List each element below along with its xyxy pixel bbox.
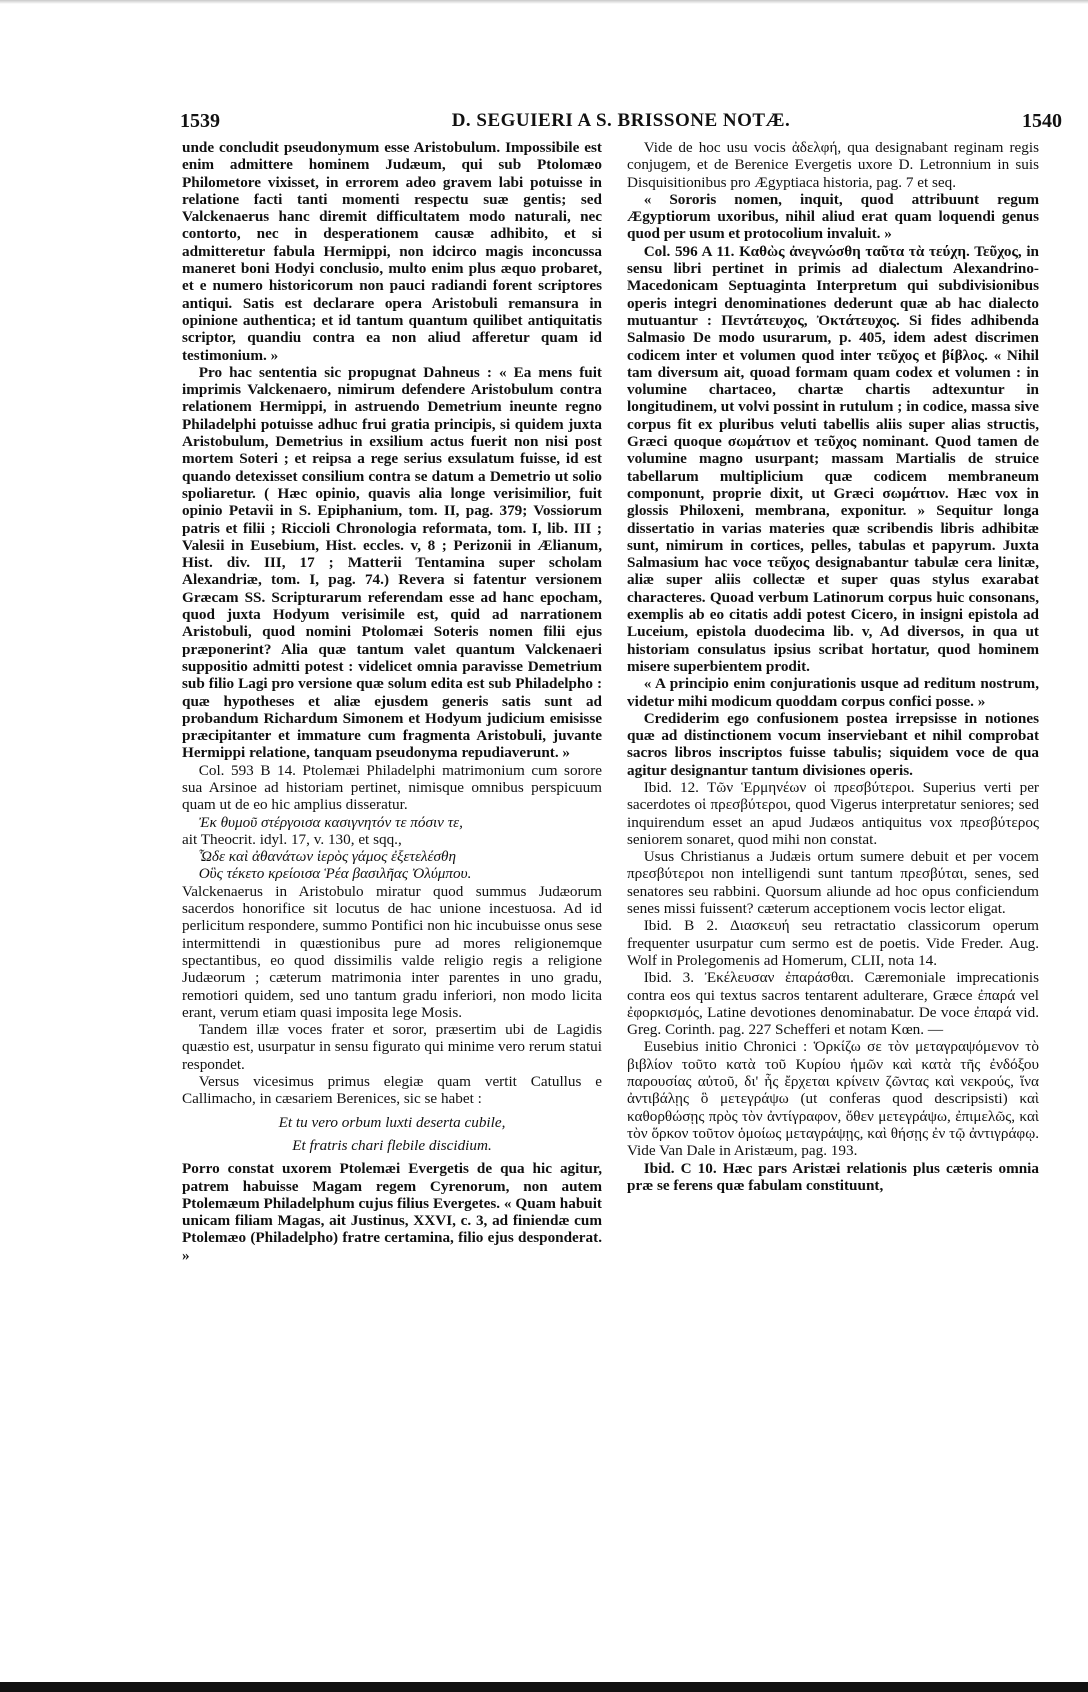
paragraph: Ὧδε καὶ ἀθανάτων ἱερὸς γάμος ἐξετελέσθη (198, 848, 456, 866)
paragraph: Col. 596 A 11. Καθὼς ἀνεγνώσθη ταῦτα τὰ τεύχη. Τεῦχος, in sensu libri pertinet in primis ad dialectum Alexandrino-Macedonicam Septuaginta Interpretum qui subdivisionibus operis integri denominationes dederunt quæ ab hac dialecto mutuantur : Πεντάτευχος, Ὀκτάτευχος. Si fides adhibenda Salmasio De modo usurarum, p. 405, idem adest discrimen codicem inter et volumen quod inter τεῦχος et βίβλος. « Nihil tam diversum ait, quoad formam quam codex et volumen : in volumine chartaceo, chartæ chartis adtexuntur in longitudinem, ut volvi possint in rutulum ; in codice, massa sive corpus fit ex pluribus veluti tabellis aliis super alias structis, Græci quoque σωμάτιον et τεῦχος nominant. Quod tamen de volumine magno usurpant; massam Martialis de struice tabellarum multiplicium quæ codicem membraneum componunt, proprie dixit, ut Græci σωμάτιον. Hæc vox in glossis Philoxeni, membrana, exponitur. » Sequitur longa dissertatio in varias materies quæ scribendis libris adhibitæ sunt, nimirum in cortices, pelles, tabulas et papyrum. Juxta Salmasium hac voce τεῦχος designabantur tabulæ cera linitæ, aliæ super aliis collectæ et super quas stylus exarabat characteres. Quoad verbum Latinorum corpus huic consonans, exemplis ab eo citatis addi potest Cicero, in insigni epistola ad Luceium, epistola duodecima lib. v, Ad diversos, in qua ut historiam consulatus ipsius scribat hortatur, quod hominem misere superbientem prodit. (627, 242, 1039, 675)
paragraph: Porro constat uxorem Ptolemæi Evergetis de qua hic agitur, patrem habuisse Magam regem Cyrenorum, non autem Ptolemæum Philadelphum cujus filius Evergetes. « Quam habuit unicam filiam Magas, ait Justinus, XXVI, c. 3, ad finiendæ cum Ptolemæo (Philadelpho) fratre certamina, filio ejus desponderat. » (182, 1160, 602, 1264)
paragraph: Versus vicesimus primus elegiæ quam vertit Catullus e Callimacho, in cæsariem Berenices, sic se habet : (182, 1073, 602, 1108)
paragraph: Tandem illæ voces frater et soror, præsertim ubi de Lagidis quæstio est, usurpatur in sensu figurato qui minime vero rerum statui respondet. (182, 1021, 602, 1073)
paragraph: Οὓς τέκετο κρείοισα Ῥέα βασιλῆας Ὀλύμπου. (198, 865, 472, 883)
paragraph: Et fratris chari flebile discidium. (292, 1136, 492, 1154)
running-title: D. SEGUIERI A S. BRISSONE NOTÆ. (451, 110, 791, 131)
paragraph: « A principio enim conjurationis usque ad reditum nostrum, videtur mihi modicum quoddam corpus confici posse. » (627, 675, 1039, 710)
paragraph: unde concludit pseudonymum esse Aristobulum. Impossibile est enim admittere hominem Judæum, qui sub Ptolomæo Philometore vixisset, in errorem adeo gravem labi potuisse in relatione facti tanti momenti respectu suæ gentis; sed Valckenaerus hanc diremit difficultatem modo naturali, nec contorto, nec in desperationem causæ adhibito, et si admitteretur fabula Hermippi, non idcirco magis inconcussa maneret boni Hodyi conclusio, multo enim plus æquo probaret, et e numero historicorum non pauci radiandi forent scriptores antiqui. Satis est declarare opera Aristobuli remansura in opinione authentica; et id tantum quantum quilibet antiquitatis scriptor, quandiu contra ea non aliud afferetur quam id testimonium. » (182, 139, 602, 364)
paragraph: Crediderim ego confusionem postea irrepsisse in notiones quæ ad distinctionem vocum inserviebant et nihil comprobat sacros libros inscriptos fuisse tabulis; siquidem voce de qua agitur designantur tantum divisiones operis. (627, 709, 1039, 779)
left-column (182, 139, 602, 1264)
page-number-right: 1540 (1022, 110, 1062, 132)
paragraph: Usus Christianus a Judæis ortum sumere debuit et per vocem πρεσβύτεροι non intelligendi sunt tantum πρεσβύται, senes, sed senatores seu rabbini. Quorsum aliunde ad hoc opus conficiendum senes missi fuissent? cæterum acceptionem vocis lector eligat. (627, 848, 1039, 918)
paragraph: Ibid. 3. Ἐκέλευσαν ἐπαράσθαι. Cæremoniale imprecationis contra eos qui textus sacros tentarent adulterare, Græce ἐπαρά vel ἐφορκισμός, Latine devotiones denominabatur. De voce ἐπαρά vid. Greg. Corinth. pag. 227 Schefferi et notam Kœn. — (627, 969, 1039, 1039)
right-column (627, 139, 1039, 1194)
paragraph: « Sororis nomen, inquit, quod attribuunt regum Ægyptiorum uxoribus, nihil aliud erat quam loquendi genus quod per usum et protocolium invaluit. » (627, 190, 1039, 243)
scan-top-edge (0, 0, 1088, 4)
paragraph: Pro hac sententia sic propugnat Dahneus : « Ea mens fuit imprimis Valckenaero, nimirum defendere Aristobulum contra relationem Hermippi, in astruendo Demetrium ineunte regno Philadelphi potuisse adhuc frui gratia principis, si quidem juxta Aristobulum, Demetrius in exsilium actus fuerit non nisi post mortem Soteri ; et reipsa a rege serius exsulatum fuisse, id est quando detexisset consilium contra se datum a Demetrio ut solio spoliaretur. ( Hæc opinio, quavis alia longe verisimilior, fuit opinio Petavii in S. Epiphanium, tom. II, pag. 379; Vossiorum patris et filii ; Riccioli Chronologia reformata, tom. I, lib. III ; Valesii in Eusebium, Hist. eccles. v, 8 ; Perizonii in Ælianum, Hist. div. III, 17 ; Matterii Tentamina super scholam Alexandriæ, tom. I, pag. 74.) Revera si fatentur versionem Græcam SS. Scripturarum referendam esse ad hanc epocham, quod juxta Hodyum verisimile est, quid ad narrationem Aristobuli, quod nomini Ptolomæi Soteris nomen filii ejus præponerint? Alia quæ tantum valet quantum Valckenaeri suppositio admitti potest : videlicet omnia paravisse Demetrium sub filio Lagi pro versione quæ solum edita est sub Philadelpho : quæ hypotheses et aliæ ejusdem generis satis sunt ad probandum Richardum Simonem et Hodyum judicium emisisse præcipitanter et immature cum fragmenta Aristobuli, juvante Hermippi relatione, tanquam pseudonyma repudiaverunt. » (182, 363, 602, 762)
paragraph: Et tu vero orbum luxti deserta cubile, (278, 1113, 506, 1131)
paragraph: Eusebius initio Chronici : Ὁρκίζω σε τὸν μεταγραψόμενον τὸ βιβλίον τοῦτο κατὰ τοῦ Κυρίου ἡμῶν καὶ κατὰ τῆς ἐνδόξου παρουσίας αὐτοῦ, δι' ἧς ἔρχεται κρίνειν ζῶντας καὶ νεκρούς, ἵνα ἀντιβάλῃς ὃ μετεγράψω (ut conferas quod descripsisti) καὶ καθορθώσῃς πρὸς τὸν ἀντίγραφον, ὅθεν μετεγράψω, ἐπιμελῶς, καὶ τὸν ὅρκον τοῦτον ὁμοίως μεταγράψῃς, καὶ θήσῃς ἐν τῷ ἀντιγράφῳ. Vide Van Dale in Aristæum, pag. 193. (627, 1038, 1039, 1160)
paragraph: Ibid. C 10. Hæc pars Aristæi relationis plus cæteris omnia præ se ferens quæ fabulam constituunt, (627, 1159, 1039, 1194)
page-number-left: 1539 (180, 110, 220, 132)
paragraph: Col. 593 B 14. Ptolemæi Philadelphi matrimonium cum sorore sua Arsinoe ad historiam pertinet, nimisque omnibus perspicuum quam ut de eo hic amplius disseratur. (182, 761, 602, 814)
scan-bottom-edge (0, 1682, 1088, 1692)
paragraph: Ibid. 12. Τῶν Ἑρμηνέων οἱ πρεσβύτεροι. Superius verti per sacerdotes οἱ πρεσβύτεροι, quod Vigerus interpretatur seniores; sed inquirendum esset an apud Judæos antiquitus vox πρεσβύτερος seniorem sonaret, quod mihi non constat. (627, 778, 1039, 848)
paragraph: Valckenaerus in Aristobulo miratur quod summus Judæorum sacerdos honorifice sit locutus de hac unione incestuosa. Ad id perlicitum respondere, summo Pontifici non hic incubuisse onus sese intermittendi in quæstionibus pure ad mores religionemque spectantibus, eo quod dissimilis valde religio regis a religione Judæorum ; cæterum matrimonia inter parentes in uno gradu, remotiori quidem, sed uno tantum gradu inferiori, non modo licita erant, verum etiam quasi imposita lege Mosis. (182, 882, 602, 1021)
page-header (180, 110, 1062, 136)
paragraph: Vide de hoc usu vocis ἀδελφή, qua designabant reginam regis conjugem, et de Berenice Evergetis uxore D. Letronnium in suis Disquisitionibus pro Ægyptiaca historia, pag. 7 et seq. (627, 139, 1039, 191)
paragraph: ait Theocrit. idyl. 17, v. 130, et sqq., (182, 830, 402, 848)
paragraph: Ibid. B 2. Διασκευή seu retractatio classicorum operum frequenter usurpatur cum sermo est de poetis. Vide Freder. Aug. Wolf in Prolegomenis ad Homerum, CLII, nota 14. (627, 917, 1039, 969)
paragraph: Ἐκ θυμοῦ στέργοισα κασιγνητόν τε πόσιν τε, (198, 813, 463, 831)
